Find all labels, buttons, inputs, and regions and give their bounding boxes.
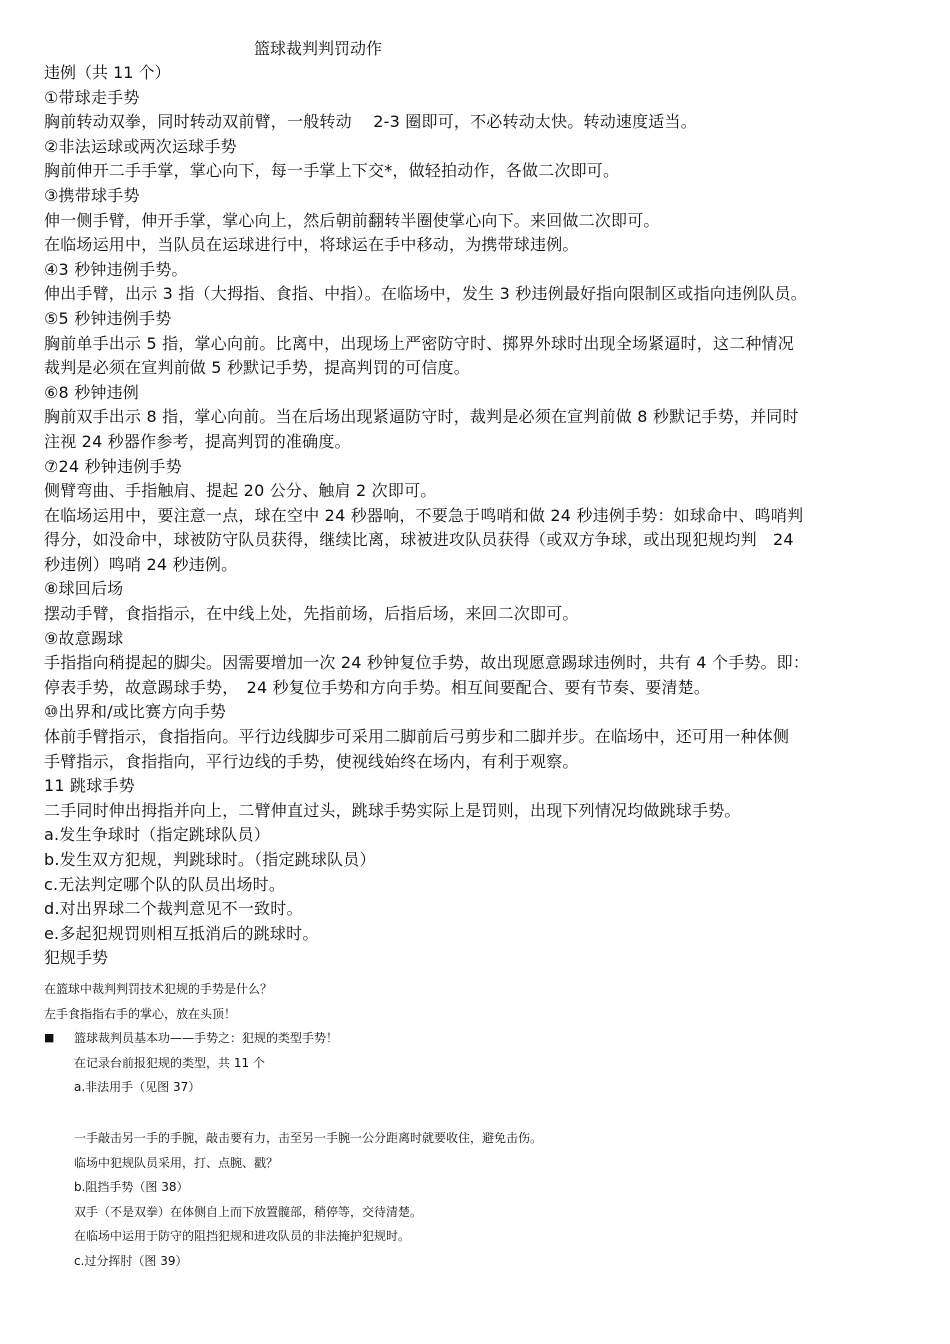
text-line: 二手同时伸出拇指并向上，二臂伸直过头，跳球手势实际上是罚则，出现下列情况均做跳球手势。	[44, 800, 741, 820]
text-line: 一手敲击另一手的手腕，敲击要有力，击至另一手腕一公分距离时就要收住，避免击伤。	[74, 1130, 543, 1145]
bullet-item	[44, 1026, 924, 1051]
document-page	[44, 37, 924, 1274]
fouls-body	[44, 977, 924, 1274]
fouls-section	[44, 946, 924, 1273]
text-line: 手指指向稍提起的脚尖。因需要增加一次 24 秒钟复位手势，故出现愿意踢球违例时，共有 4 个手势。即：	[44, 653, 810, 673]
text-line: d.对出界球二个裁判意见不一致时。	[44, 899, 303, 919]
text-line: a.发生争球时（指定跳球队员）	[44, 825, 270, 845]
text-line: c.过分挥肘（图 39）	[74, 1253, 188, 1268]
text-line: b.阻挡手势（图 38）	[74, 1180, 189, 1195]
text-line: 在临场中运用于防守的阻挡犯规和进攻队员的非法掩护犯规时。	[74, 1229, 411, 1244]
text-line: 裁判是必须在宣判前做 5 秒默记手势，提高判罚的可信度。	[44, 358, 470, 378]
text-line: ⑨故意踢球	[44, 628, 124, 648]
text-line: ⑤5 秒钟违例手势	[44, 308, 172, 328]
bullet-text: 篮球裁判员基本功——手势之：犯规的类型手势！	[74, 1031, 339, 1046]
text-line: 11 跳球手势	[44, 776, 135, 796]
violations-section	[44, 61, 924, 946]
text-line: 注视 24 秒器作参考，提高判罚的准确度。	[44, 431, 351, 451]
text-line: ②非法运球或两次运球手势	[44, 136, 237, 156]
text-line: 手臂指示，食指指向，平行边线的手势，使视线始终在场内，有利于观察。	[44, 751, 579, 771]
violations-heading: 违例（共 11 个）	[44, 63, 171, 82]
fouls-heading: 犯规手势	[44, 948, 109, 968]
text-line: 胸前伸开二手手掌，掌心向下，每一手掌上下交*，做轻拍动作，各做二次即可。	[44, 161, 620, 181]
text-line: ⑧球回后场	[44, 579, 124, 599]
text-line: ⑥8 秒钟违例	[44, 382, 140, 402]
square-bullet-icon: ■	[44, 1031, 55, 1045]
text-line: ④3 秒钟违例手势。	[44, 259, 188, 279]
text-line: 在记录台前报犯规的类型，共 11 个	[74, 1055, 265, 1070]
answer-line: 左手食指指右手的掌心，放在头顶！	[44, 1006, 237, 1021]
text-line: 在临场运用中，当队员在运球进行中，将球运在手中移动，为携带球违例。	[44, 235, 579, 255]
text-line: 体前手臂指示，食指指向。平行边线脚步可采用二脚前后弓剪步和二脚并步。在临场中，还可用一种体侧	[44, 727, 790, 747]
text-line: ①带球走手势	[44, 87, 140, 107]
text-line: 摆动手臂，食指指示，在中线上处，先指前场，后指后场，来回二次即可。	[44, 604, 579, 624]
text-line: 停表手势，故意踢球手势， 24 秒复位手势和方向手势。相互间要配合、要有节奏、要清楚。	[44, 677, 711, 697]
text-line: 在临场运用中，要注意一点，球在空中 24 秒器响，不要急于鸣哨和做 24 秒违例手势：如球命中、鸣哨判	[44, 505, 804, 525]
text-line: 伸出手臂，出示 3 指（大拇指、食指、中指）。在临场中，发生 3 秒违例最好指向限制区或指向违例队员。	[44, 284, 807, 304]
text-line: 秒违例）鸣哨 24 秒违例。	[44, 554, 238, 574]
text-line: 胸前转动双拳，同时转动双前臂，一般转动 2-3 圈即可，不必转动太快。转动速度适当。	[44, 112, 697, 132]
text-line: a.非法用手（见图 37）	[74, 1080, 201, 1095]
text-line: ⑩出界和/或比赛方向手势	[44, 702, 227, 722]
text-line: 临场中犯规队员采用，打、点腕、戳？	[74, 1155, 279, 1170]
text-line: e.多起犯规罚则相互抵消后的跳球时。	[44, 923, 319, 943]
document-title: 篮球裁判判罚动作	[254, 39, 383, 58]
text-line: b.发生双方犯规，判跳球时。（指定跳球队员）	[44, 850, 376, 869]
text-line: 伸一侧手臂，伸开手掌，掌心向上，然后朝前翻转半圈使掌心向下。来回做二次即可。	[44, 210, 660, 230]
text-line: 得分，如没命中，球被防守队员获得，继续比离，球被进攻队员获得（或双方争球，或出现犯规均判 24	[44, 530, 794, 550]
text-line: 侧臂弯曲、手指触肩、提起 20 公分、触肩 2 次即可。	[44, 481, 437, 501]
text-line: 胸前单手出示 5 指，掌心向前。比离中，出现场上严密防守时、掷界外球时出现全场紧逼时，这二种情况	[44, 333, 794, 353]
spacer	[44, 1100, 924, 1126]
text-line: 胸前双手出示 8 指，掌心向前。当在后场出现紧逼防守时，裁判是必须在宣判前做 8 秒默记手势，并同时	[44, 407, 799, 427]
text-line: 双手（不是双拳）在体侧自上而下放置髋部，稍停等，交待清楚。	[74, 1204, 423, 1219]
question-line: 在篮球中裁判判罚技术犯规的手势是什么？	[44, 981, 273, 996]
text-line: c.无法判定哪个队的队员出场时。	[44, 874, 286, 894]
text-line: ⑦24 秒钟违例手势	[44, 456, 182, 476]
text-line: ③携带球手势	[44, 185, 140, 205]
